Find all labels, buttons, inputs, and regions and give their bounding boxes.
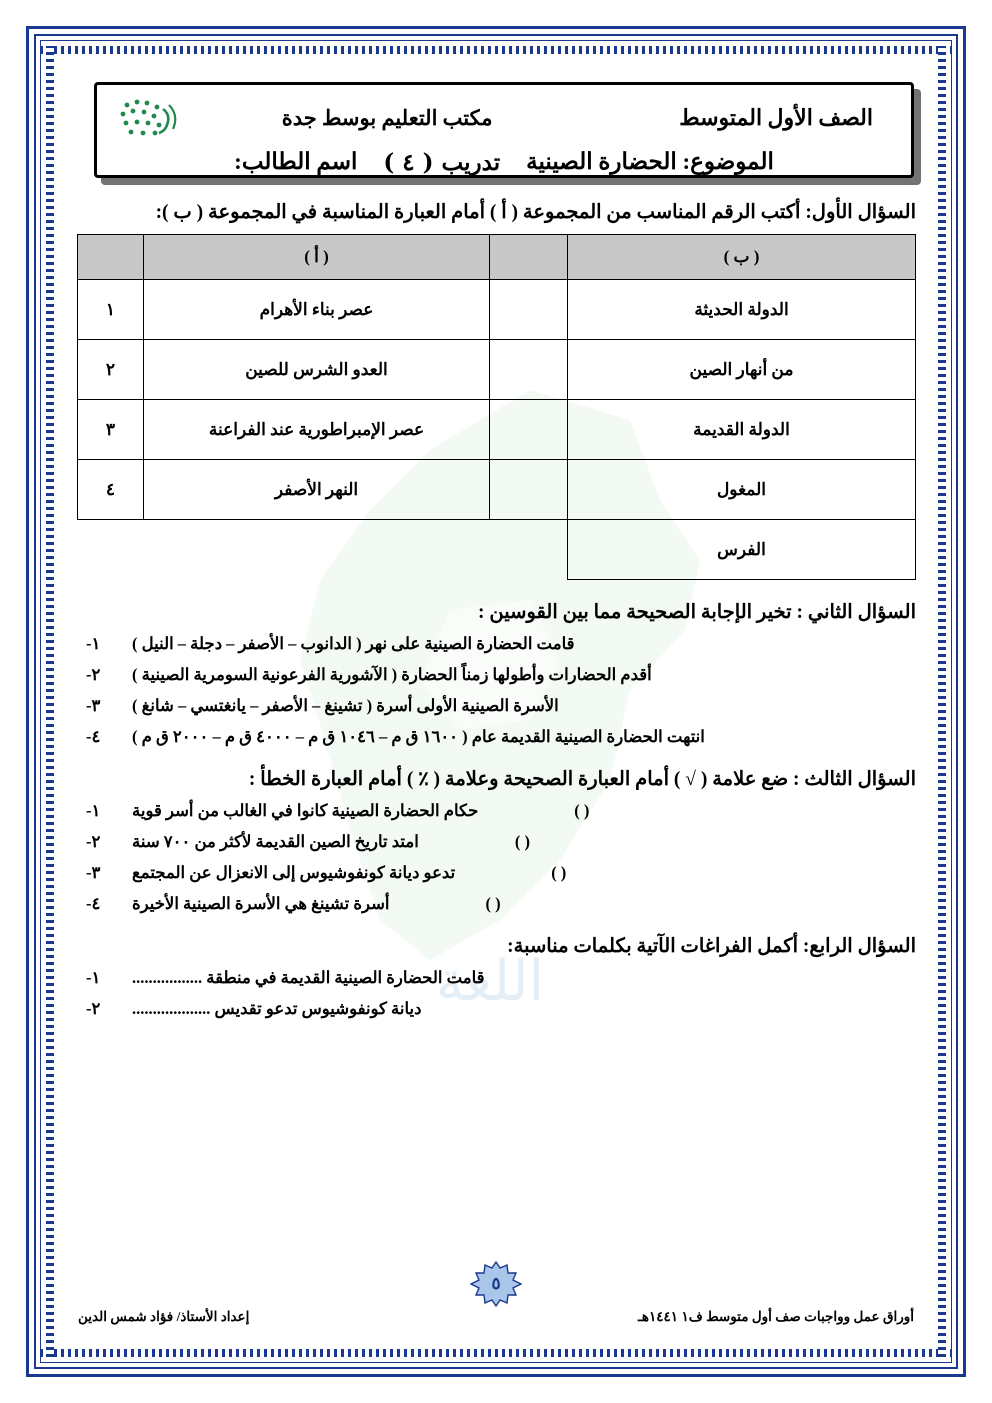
page-number-badge (468, 1261, 524, 1307)
list-item (80, 863, 882, 883)
question-3-title: السؤال الثالث : ضع علامة ( √ ) أمام العبارة الصحيحة وعلامة ( ٪ ) أمام العبارة الخطأ : (248, 769, 916, 790)
question-3-truefalse-list (80, 801, 882, 914)
cell-a: العدو الشرس للصين (144, 340, 490, 400)
question-4-fill-blanks-list (80, 968, 882, 1019)
table-row (78, 280, 916, 340)
table-header-gap (490, 235, 568, 280)
table-header-row (78, 235, 916, 280)
option-text: أقدم الحضارات وأطولها زمناً الحضارة ( الآشورية الفرعونية السومرية الصينية ) (132, 665, 652, 684)
list-item (80, 727, 882, 747)
statement-number: ٣- (86, 863, 101, 882)
option-text: قامت الحضارة الصينية على نهر ( الدانوب – الأصفر – دجلة – النيل ) (132, 634, 575, 653)
drill-label: تدريب ( ٤ ) (383, 148, 501, 176)
saudi-ministry-logo-icon (113, 95, 185, 141)
blank-statement-text[interactable]: قامت الحضارة الصينية القديمة في منطقة ................. (132, 968, 485, 987)
svg-text:اللغة: اللغة (435, 949, 545, 1014)
table-row-last (78, 520, 916, 580)
list-item (80, 634, 882, 654)
cell-a: عصر الإمبراطورية عند الفراعنة (144, 400, 490, 460)
subject-label: الموضوع: الحضارة الصينية (526, 149, 774, 174)
header-bottom-row (113, 143, 895, 181)
page-footer (70, 1261, 922, 1325)
cell-answer-box[interactable] (490, 460, 568, 520)
statement-text: تدعو ديانة كونفوشيوس إلى الانعزال عن المجتمع (132, 863, 456, 882)
cell-answer-box[interactable] (490, 400, 568, 460)
option-number: ٤- (86, 727, 101, 746)
header-box (94, 82, 914, 178)
answer-parentheses[interactable]: ( ) (574, 801, 590, 820)
option-text: انتهت الحضارة الصينية القديمة عام ( ١٦٠٠ ق م – ١٠٤٦ ق م – ٤٠٠٠ ق م – ٢٠٠٠ ق م ) (132, 727, 705, 746)
footer-right-text: أوراق عمل وواجبات صف أول متوسط ف١ ١٤٤١هـ (637, 1309, 914, 1324)
question-2-title: السؤال الثاني : تخير الإجابة الصحيحة مما بين القوسين : (478, 602, 916, 623)
table-row (78, 460, 916, 520)
cell-a: عصر بناء الأهرام (144, 280, 490, 340)
cell-empty-a (144, 520, 490, 580)
question-2-options-list (80, 634, 882, 747)
cell-num: ٣ (78, 400, 144, 460)
cell-answer-box[interactable] (490, 340, 568, 400)
list-item (80, 696, 882, 716)
question-1-title: السؤال الأول: أكتب الرقم المناسب من المجموعة ( أ ) أمام العبارة المناسبة في المجموعة ( ب ): (155, 202, 916, 223)
matching-table (77, 234, 916, 580)
list-item (80, 665, 882, 685)
statement-number: ٢- (86, 832, 101, 851)
table-row (78, 400, 916, 460)
document-content (70, 70, 922, 1335)
page-border-hatch-right (938, 46, 946, 1357)
statement-text: امتد تاريخ الصين القديمة لأكثر من ٧٠٠ سنة (132, 832, 419, 851)
blank-number: ٢- (86, 999, 101, 1018)
blank-statement-text[interactable]: ديانة كونفوشيوس تدعو تقديس ................... (132, 999, 422, 1018)
answer-parentheses[interactable]: ( ) (551, 863, 567, 882)
education-office-label: مكتب التعليم بوسط جدة (281, 105, 493, 130)
list-item (80, 968, 882, 988)
statement-number: ٤- (86, 894, 101, 913)
list-item (80, 832, 882, 852)
cell-b: من أنهار الصين (568, 340, 916, 400)
cell-num: ١ (78, 280, 144, 340)
table-header-a: ( أ ) (144, 235, 490, 280)
option-number: ١- (86, 634, 101, 653)
table-row (78, 340, 916, 400)
statement-text: أسرة تشينغ هي الأسرة الصينية الأخيرة (132, 894, 390, 913)
cell-b: المغول (568, 460, 916, 520)
page-border-hatch-top (40, 46, 952, 54)
cell-b: الدولة القديمة (568, 400, 916, 460)
cell-b: الفرس (568, 520, 916, 580)
student-name-label: اسم الطالب: (234, 149, 358, 174)
cell-a: النهر الأصفر (144, 460, 490, 520)
list-item (80, 801, 882, 821)
list-item (80, 894, 882, 914)
header-top-row (113, 95, 895, 141)
page-number: ٥ (491, 1274, 501, 1293)
grade-label: الصف الأول المتوسط (679, 105, 873, 130)
page-border-hatch-left (46, 46, 54, 1357)
footer-left-text: إعداد الأستاذ/ فؤاد شمس الدين (78, 1309, 250, 1324)
cell-b: الدولة الحديثة (568, 280, 916, 340)
answer-parentheses[interactable]: ( ) (485, 894, 501, 913)
cell-num: ٢ (78, 340, 144, 400)
option-number: ٢- (86, 665, 101, 684)
cell-num: ٤ (78, 460, 144, 520)
statement-number: ١- (86, 801, 101, 820)
table-header-b: ( ب ) (568, 235, 916, 280)
statement-text: حكام الحضارة الصينية كانوا في الغالب من أسر قوية (132, 801, 479, 820)
table-header-num (78, 235, 144, 280)
question-4-title: السؤال الرابع: أكمل الفراغات الآتية بكلمات مناسبة: (507, 936, 916, 957)
option-number: ٣- (86, 696, 101, 715)
cell-empty-num (78, 520, 144, 580)
cell-empty-gap (490, 520, 568, 580)
blank-number: ١- (86, 968, 101, 987)
option-text: الأسرة الصينية الأولى أسرة ( تشينغ – الأصفر – يانغتسي – شانغ ) (132, 696, 559, 715)
page-border-hatch-bottom (40, 1349, 952, 1357)
list-item (80, 999, 882, 1019)
cell-answer-box[interactable] (490, 280, 568, 340)
answer-parentheses[interactable]: ( ) (514, 832, 530, 851)
